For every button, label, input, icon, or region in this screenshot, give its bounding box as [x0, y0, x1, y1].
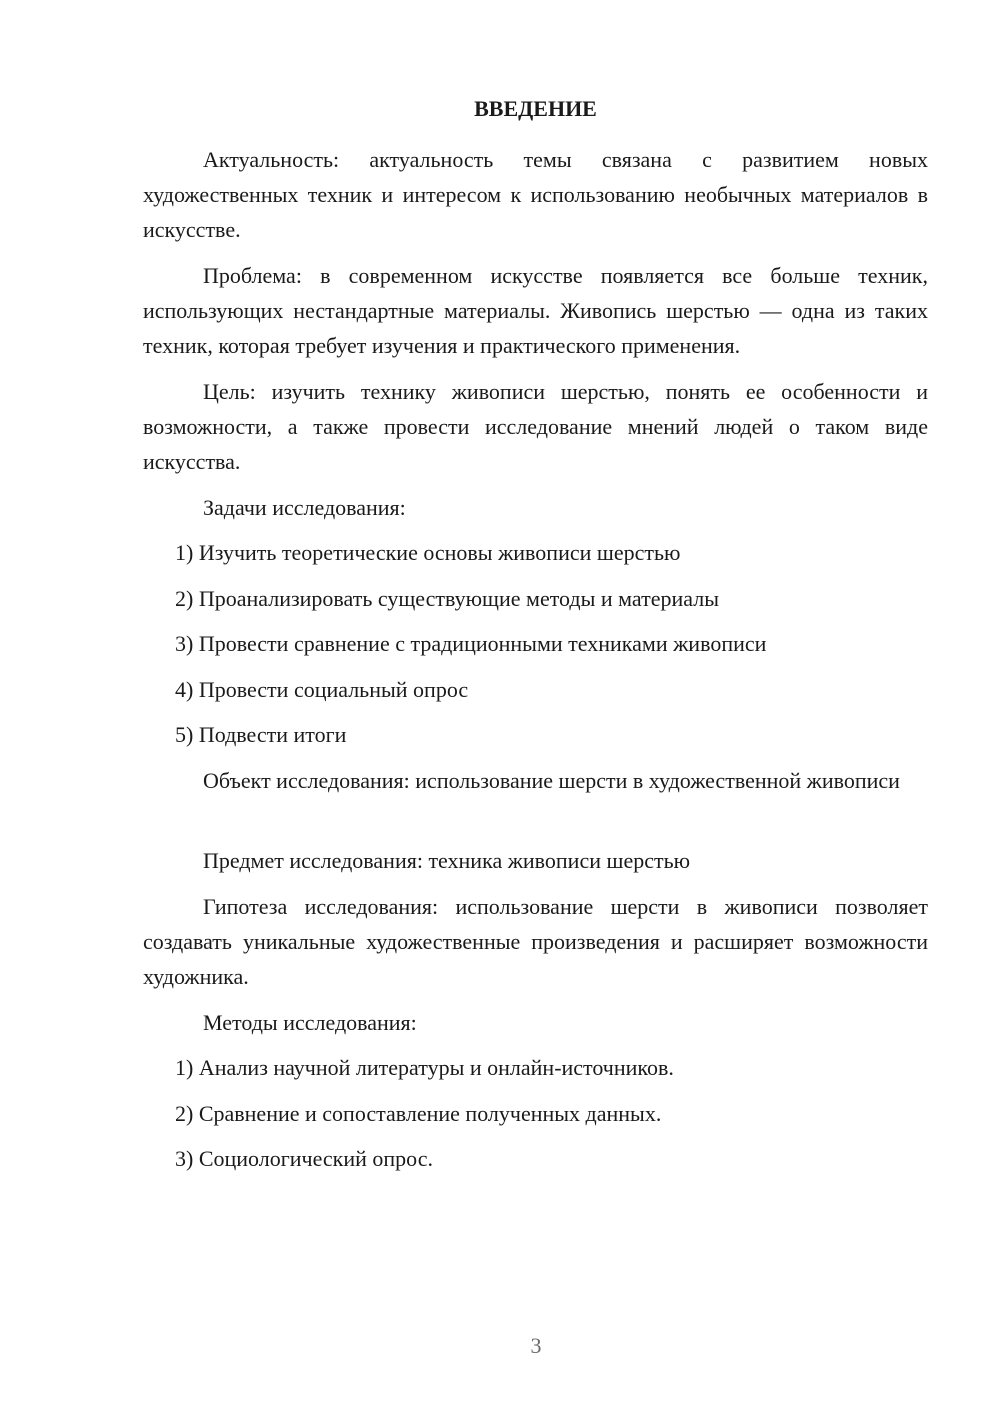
methods-heading: Методы исследования:	[203, 1010, 417, 1035]
task-item-4: 4) Провести социальный опрос	[175, 677, 469, 702]
page-number: 3	[530, 1333, 542, 1358]
method-item-2: 2) Сравнение и сопоставление полученных данных.	[175, 1101, 662, 1126]
subject-paragraph: Предмет исследования: техника живописи шерстью	[203, 848, 691, 873]
object-paragraph: Объект исследования: использование шерсти в художественной живописи	[203, 768, 900, 793]
task-item-3: 3) Провести сравнение с традиционными техниками живописи	[175, 631, 767, 656]
method-item-3: 3) Социологический опрос.	[175, 1146, 433, 1171]
task-item-2: 2) Проанализировать существующие методы и материалы	[175, 586, 719, 611]
page-title: ВВЕДЕНИЕ	[474, 96, 597, 121]
tasks-heading: Задачи исследования:	[203, 495, 406, 520]
hypothesis-paragraph: Гипотеза исследования: использование шерсти в живописи позволяет создавать уникальные художественные произведения и расширяет возможности художника.	[143, 894, 928, 989]
task-item-1: 1) Изучить теоретические основы живописи шерстью	[175, 540, 681, 565]
relevance-paragraph: Актуальность: актуальность темы связана с развитием новых художественных техник и интересом к использованию необычных материалов в искусстве.	[143, 147, 928, 242]
goal-paragraph: Цель: изучить технику живописи шерстью, понять ее особенности и возможности, а также провести исследование мнений людей о таком виде искусства.	[143, 379, 928, 474]
task-item-5: 5) Подвести итоги	[175, 722, 347, 747]
problem-paragraph: Проблема: в современном искусстве появляется все больше техник, использующих нестандартные материалы. Живопись шерстью — одна из таких техник, которая требует изучения и практического применения.	[143, 263, 928, 358]
method-item-1: 1) Анализ научной литературы и онлайн-источников.	[175, 1055, 674, 1080]
